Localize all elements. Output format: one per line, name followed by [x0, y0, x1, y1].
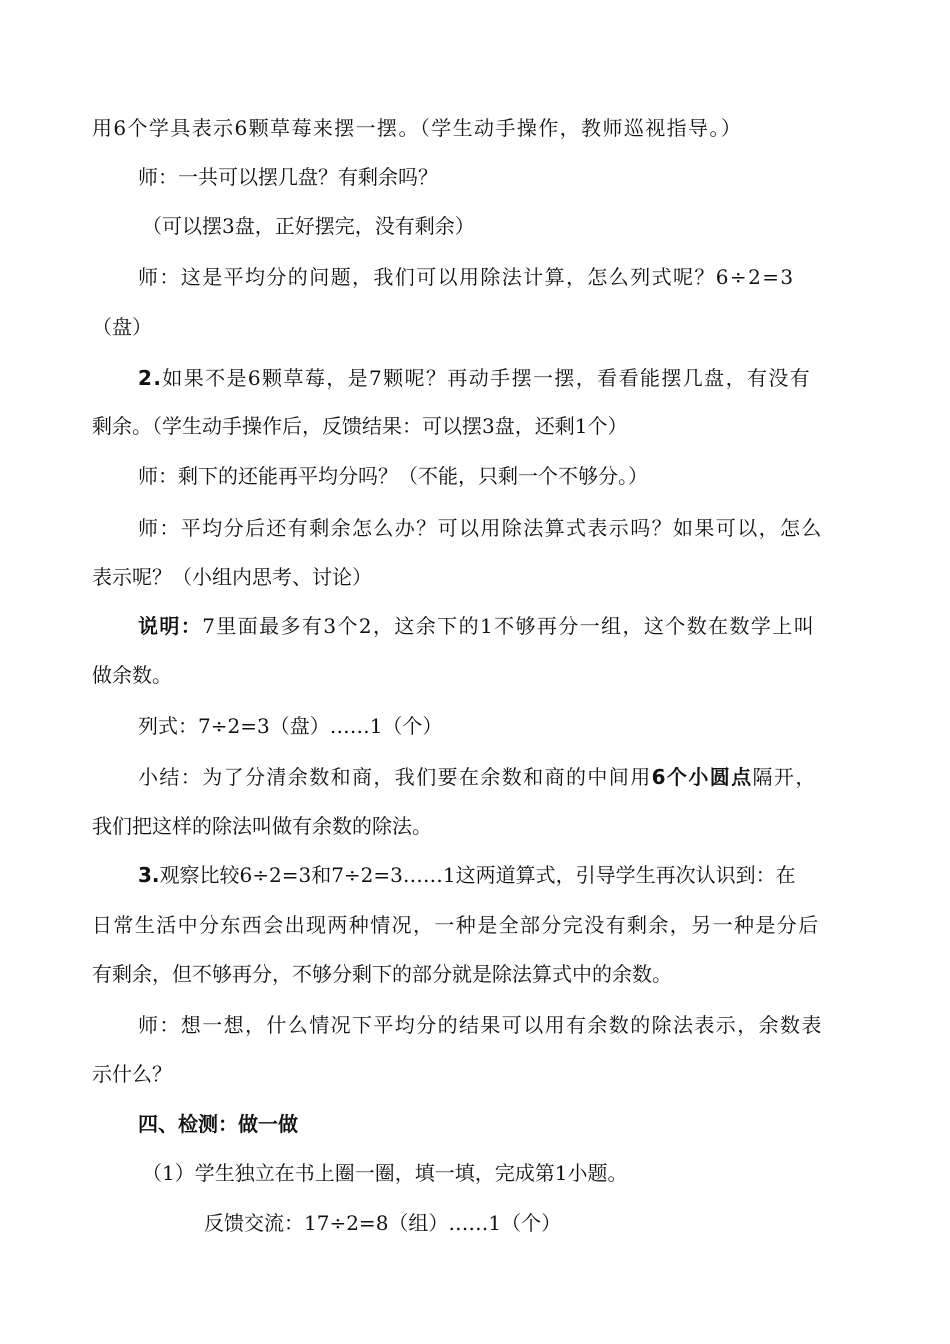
line-text: 我们把这样的除法叫做有余数的除法。 — [92, 814, 432, 838]
line-text: 观察比较6÷2=3和7÷2=3……1这两道算式，引导学生再次认识到：在 — [159, 863, 796, 887]
paragraph-line — [92, 812, 432, 840]
line-text: 做余数。 — [92, 663, 172, 687]
line-text: 日常生活中分东西会出现两种情况，一种是全部分完没有剩余，另一种是分后 — [92, 913, 820, 937]
paragraph-line — [92, 563, 372, 591]
paragraph-line — [138, 263, 795, 291]
paragraph-line — [92, 911, 820, 939]
line-text: 表示呢？（小组内思考、讨论） — [92, 565, 372, 589]
item-number: 2. — [138, 366, 163, 390]
line-text: （1）学生独立在书上圈一圈，填一填，完成第1小题。 — [142, 1161, 628, 1185]
paragraph-line — [92, 412, 627, 440]
line-text: 师：剩下的还能再平均分吗？（不能，只剩一个不够分。） — [138, 464, 648, 488]
line-text: 用6个学具表示6颗草莓来摆一摆。（学生动手操作，教师巡视指导。） — [92, 116, 743, 140]
line-text: 如果不是6颗草莓，是7颗呢？再动手摆一摆，看看能摆几盘，有没有 — [162, 366, 812, 390]
paragraph-line — [138, 514, 823, 542]
line-text: 小结：为了分清余数和商，我们要在余数和商的中间用 — [138, 765, 652, 789]
line-text: 示什么？ — [92, 1062, 172, 1086]
paragraph-line — [138, 364, 811, 392]
line-text: 师：想一想，什么情况下平均分的结果可以用有余数的除法表示，余数表 — [138, 1013, 823, 1037]
line-text: 有剩余，但不够再分，不够分剩下的部分就是除法算式中的余数。 — [92, 962, 672, 986]
line-text: 师：这是平均分的问题，我们可以用除法计算，怎么列式呢？6÷2=3 — [138, 265, 795, 289]
paragraph-line — [204, 1209, 561, 1237]
paragraph-line — [138, 163, 438, 191]
line-text: 师：平均分后还有剩余怎么办？可以用除法算式表示吗？如果可以，怎么 — [138, 516, 823, 540]
line-text: （可以摆3盘，正好摆完，没有剩余） — [142, 214, 475, 238]
line-text: 剩余。（学生动手操作后，反馈结果：可以摆3盘，还剩1个） — [92, 414, 628, 438]
paragraph-line — [138, 612, 815, 640]
paragraph-line — [138, 861, 796, 889]
paragraph-line — [92, 661, 172, 689]
note-label: 说明： — [138, 614, 203, 638]
line-text: 隔开， — [752, 765, 817, 789]
paragraph-line — [142, 1159, 627, 1187]
paragraph-line — [138, 1011, 823, 1039]
emphasis-text: 6个小圆点 — [651, 765, 753, 789]
paragraph-line — [92, 960, 672, 988]
line-text: 反馈交流：17÷2=8（组）……1（个） — [204, 1211, 562, 1235]
line-text: 列式：7÷2=3（盘）……1（个） — [138, 714, 443, 738]
paragraph-line — [92, 313, 152, 341]
line-text: 师：一共可以摆几盘？有剩余吗？ — [138, 165, 438, 189]
item-number: 3. — [138, 863, 160, 887]
paragraph-line — [92, 114, 742, 142]
paragraph-line — [138, 763, 817, 791]
line-text: （盘） — [92, 315, 152, 339]
paragraph-line — [142, 212, 475, 240]
paragraph-line — [138, 712, 442, 740]
line-text: 7里面最多有3个2，这余下的1不够再分一组，这个数在数学上叫 — [202, 614, 816, 638]
paragraph-line — [92, 1060, 172, 1088]
heading-text: 四、检测：做一做 — [138, 1112, 298, 1136]
paragraph-line — [138, 462, 648, 490]
section-heading — [138, 1110, 298, 1138]
